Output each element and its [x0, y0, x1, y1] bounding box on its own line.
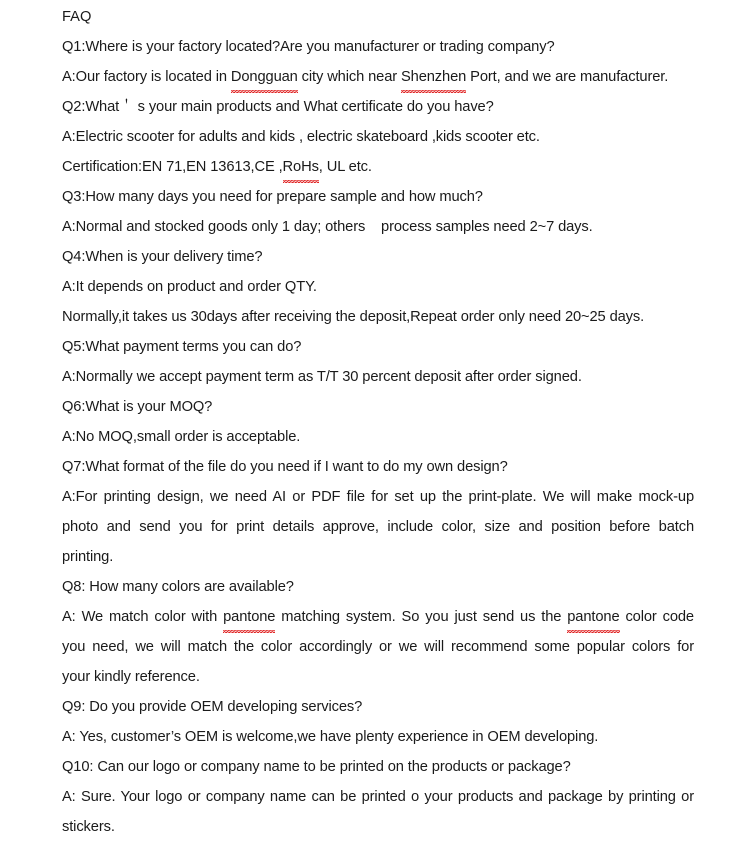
faq-line-q7: Q7:What format of the file do you need if I want to do my own design?: [62, 459, 508, 475]
faq-line-a8-1: [62, 602, 694, 632]
page-title: FAQ: [62, 9, 92, 25]
faq-line-a5: A:Normally we accept payment term as T/T 30 percent deposit after order signed.: [62, 369, 582, 385]
faq-line-a8-2: you need, we will match the color accordingly or we will recommend some popular colors for: [62, 639, 694, 655]
text-segment: Port, and we are manufacturer.: [466, 69, 669, 85]
faq-line-a9: A: Yes, customer’s OEM is welcome,we have plenty experience in OEM developing.: [62, 729, 599, 745]
text-segment: matching system. So you just send us the: [275, 609, 568, 625]
faq-line-a4: A:It depends on product and order QTY.: [62, 279, 317, 295]
faq-line-a4-cont: Normally,it takes us 30days after receiving the deposit,Repeat order only need 20~25 days.: [62, 309, 645, 325]
faq-line-q5: Q5:What payment terms you can do?: [62, 339, 302, 355]
faq-line-q4: Q4:When is your delivery time?: [62, 249, 263, 265]
spellcheck-word-pantone-2: pantone: [567, 602, 619, 632]
faq-line-q8: Q8: How many colors are available?: [62, 579, 294, 595]
faq-line-q9: Q9: Do you provide OEM developing services?: [62, 699, 363, 715]
text-segment: A:Our factory is located in: [62, 69, 231, 85]
faq-line-a10-2: stickers.: [62, 819, 115, 835]
faq-line-q2: Q2:What＇ s your main products and What certificate do you have?: [62, 99, 494, 115]
spellcheck-word-rohs: RoHs: [283, 152, 319, 182]
faq-line-q10: Q10: Can our logo or company name to be printed on the products or package?: [62, 759, 571, 775]
spellcheck-word-dongguan: Dongguan: [231, 62, 298, 92]
faq-line-a1: [62, 62, 694, 92]
faq-line-q1: Q1:Where is your factory located?Are you manufacturer or trading company?: [62, 39, 555, 55]
faq-text-body: [62, 2, 694, 842]
text-segment: , UL etc.: [318, 159, 372, 175]
faq-line-a7-2: photo and send you for print details approve, include color, size and position before batch: [62, 519, 694, 535]
faq-line-a2: A:Electric scooter for adults and kids , electric skateboard ,kids scooter etc.: [62, 129, 540, 145]
spellcheck-word-shenzhen: Shenzhen: [401, 62, 466, 92]
faq-line-certification: [62, 152, 694, 182]
text-segment: color code: [619, 609, 694, 625]
text-segment: city which near: [297, 69, 401, 85]
spellcheck-word-pantone-1: pantone: [223, 602, 275, 632]
faq-line-q6: Q6:What is your MOQ?: [62, 399, 213, 415]
faq-line-a3: A:Normal and stocked goods only 1 day; others process samples need 2~7 days.: [62, 219, 593, 235]
faq-line-q3: Q3:How many days you need for prepare sample and how much?: [62, 189, 483, 205]
text-segment: A: We match color with: [62, 609, 224, 625]
text-segment: Certification:EN 71,EN 13613,CE ,: [62, 159, 283, 175]
faq-line-a10-1: A: Sure. Your logo or company name can be printed o your products and package by printing or: [62, 789, 694, 805]
faq-line-a8-3: your kindly reference.: [62, 669, 200, 685]
faq-line-a7-1: A:For printing design, we need AI or PDF file for set up the print-plate. We will make mock-up: [62, 489, 694, 505]
faq-line-a7-3: printing.: [62, 549, 114, 565]
faq-line-a6: A:No MOQ,small order is acceptable.: [62, 429, 301, 445]
